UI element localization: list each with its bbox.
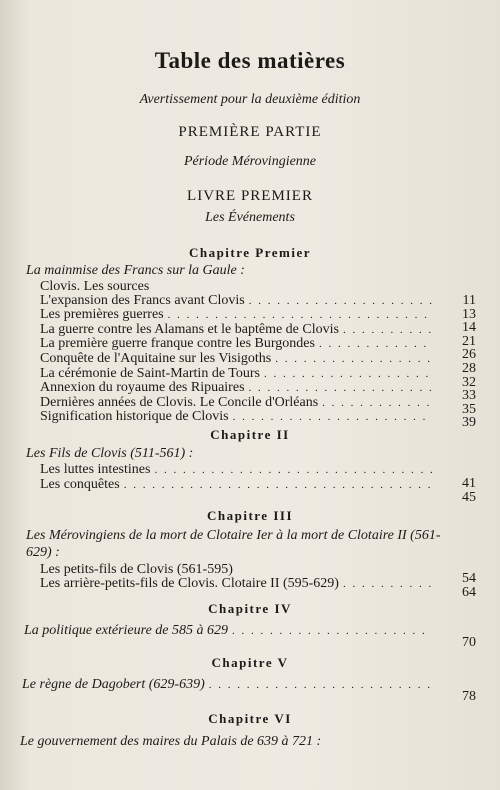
page-number: 54 xyxy=(462,571,476,586)
toc-entry: Le règne de Dagobert (629-639) . . . xyxy=(22,678,430,693)
chapter-entries xyxy=(40,463,432,492)
chapter-entries xyxy=(24,624,430,639)
page-number: 14 xyxy=(462,320,476,336)
avertissement-line: Avertissement pour la deuxième édition xyxy=(139,92,361,107)
toc-entry: Les conquêtes . . . xyxy=(40,478,432,493)
chapter-heading: Chapitre Premier xyxy=(188,245,312,260)
part-heading: PREMIÈRE PARTIE xyxy=(178,124,322,140)
toc-entry: Les arrière-petits-fils de Clovis. Clotaire II (595-629) . . . xyxy=(40,577,432,592)
toc-entry: Les luttes intestines . . . xyxy=(40,463,432,478)
livre-subtitle: Les Événements xyxy=(205,210,295,225)
page-number: 70 xyxy=(462,635,476,650)
page-number: 41 xyxy=(462,476,476,491)
toc-entry: Les premières guerres . . . xyxy=(40,308,432,323)
toc-entry: L'expansion des Francs avant Clovis . . . xyxy=(40,294,432,309)
page-number: 33 xyxy=(462,388,476,404)
chapter-heading: Chapitre II xyxy=(210,427,290,442)
page-number: 21 xyxy=(462,333,476,349)
page-number: 28 xyxy=(462,360,476,376)
chapter-entries xyxy=(40,280,432,425)
page-number: 32 xyxy=(462,374,476,390)
section-title: Le gouvernement des maires du Palais de 639 à 721 : xyxy=(20,734,322,749)
chapter-entries xyxy=(40,563,432,591)
page-number: 35 xyxy=(462,401,476,417)
page-number: 11 xyxy=(462,293,476,308)
page-numbers xyxy=(440,477,476,504)
page-number: 64 xyxy=(462,584,476,600)
period-heading: Période Mérovingienne xyxy=(183,154,317,169)
toc-entry: La cérémonie de Saint-Martin de Tours . . . xyxy=(40,367,432,382)
toc-entry: La politique extérieure de 585 à 629 . . . xyxy=(24,624,430,639)
toc-entry: Conquête de l'Aquitaine sur les Visigoths . . . xyxy=(40,352,432,367)
toc-entry: La première guerre franque contre les Burgondes . . . xyxy=(40,337,432,352)
page-number: 78 xyxy=(462,689,476,704)
chapter-heading: Chapitre VI xyxy=(208,711,292,726)
page-numbers xyxy=(440,636,476,650)
page-number: 45 xyxy=(462,489,476,505)
toc-entry: Clovis. Les sources xyxy=(40,280,150,294)
page-numbers xyxy=(440,294,476,430)
section-title: La mainmise des Francs sur la Gaule : xyxy=(26,263,245,278)
chapter-heading: Chapitre IV xyxy=(208,601,292,616)
page-number: 13 xyxy=(462,306,476,322)
toc-entry: Annexion du royaume des Ripuaires . . . xyxy=(40,381,432,396)
livre-heading: LIVRE PREMIER xyxy=(187,188,313,204)
page-title: Table des matières xyxy=(154,48,346,73)
chapter-heading: Chapitre III xyxy=(206,508,294,523)
toc-entry: La guerre contre les Alamans et le baptême de Clovis . . . xyxy=(40,323,432,338)
chapter-entries xyxy=(22,678,430,693)
section-title: Les Mérovingiens de la mort de Clotaire Ier à la mort de Clotaire II (561-629) : xyxy=(26,528,441,560)
page-number: 26 xyxy=(462,347,476,363)
page-number: 39 xyxy=(462,415,476,431)
chapter-heading: Chapitre V xyxy=(211,655,289,670)
page-numbers xyxy=(440,572,476,599)
section-title: Les Fils de Clovis (511-561) : xyxy=(26,446,194,461)
page-numbers xyxy=(440,690,476,704)
toc-entry: Signification historique de Clovis . . . xyxy=(40,410,432,425)
toc-entry: Dernières années de Clovis. Le Concile d'Orléans . . . xyxy=(40,396,432,411)
toc-entry: Les petits-fils de Clovis (561-595) xyxy=(40,563,233,577)
